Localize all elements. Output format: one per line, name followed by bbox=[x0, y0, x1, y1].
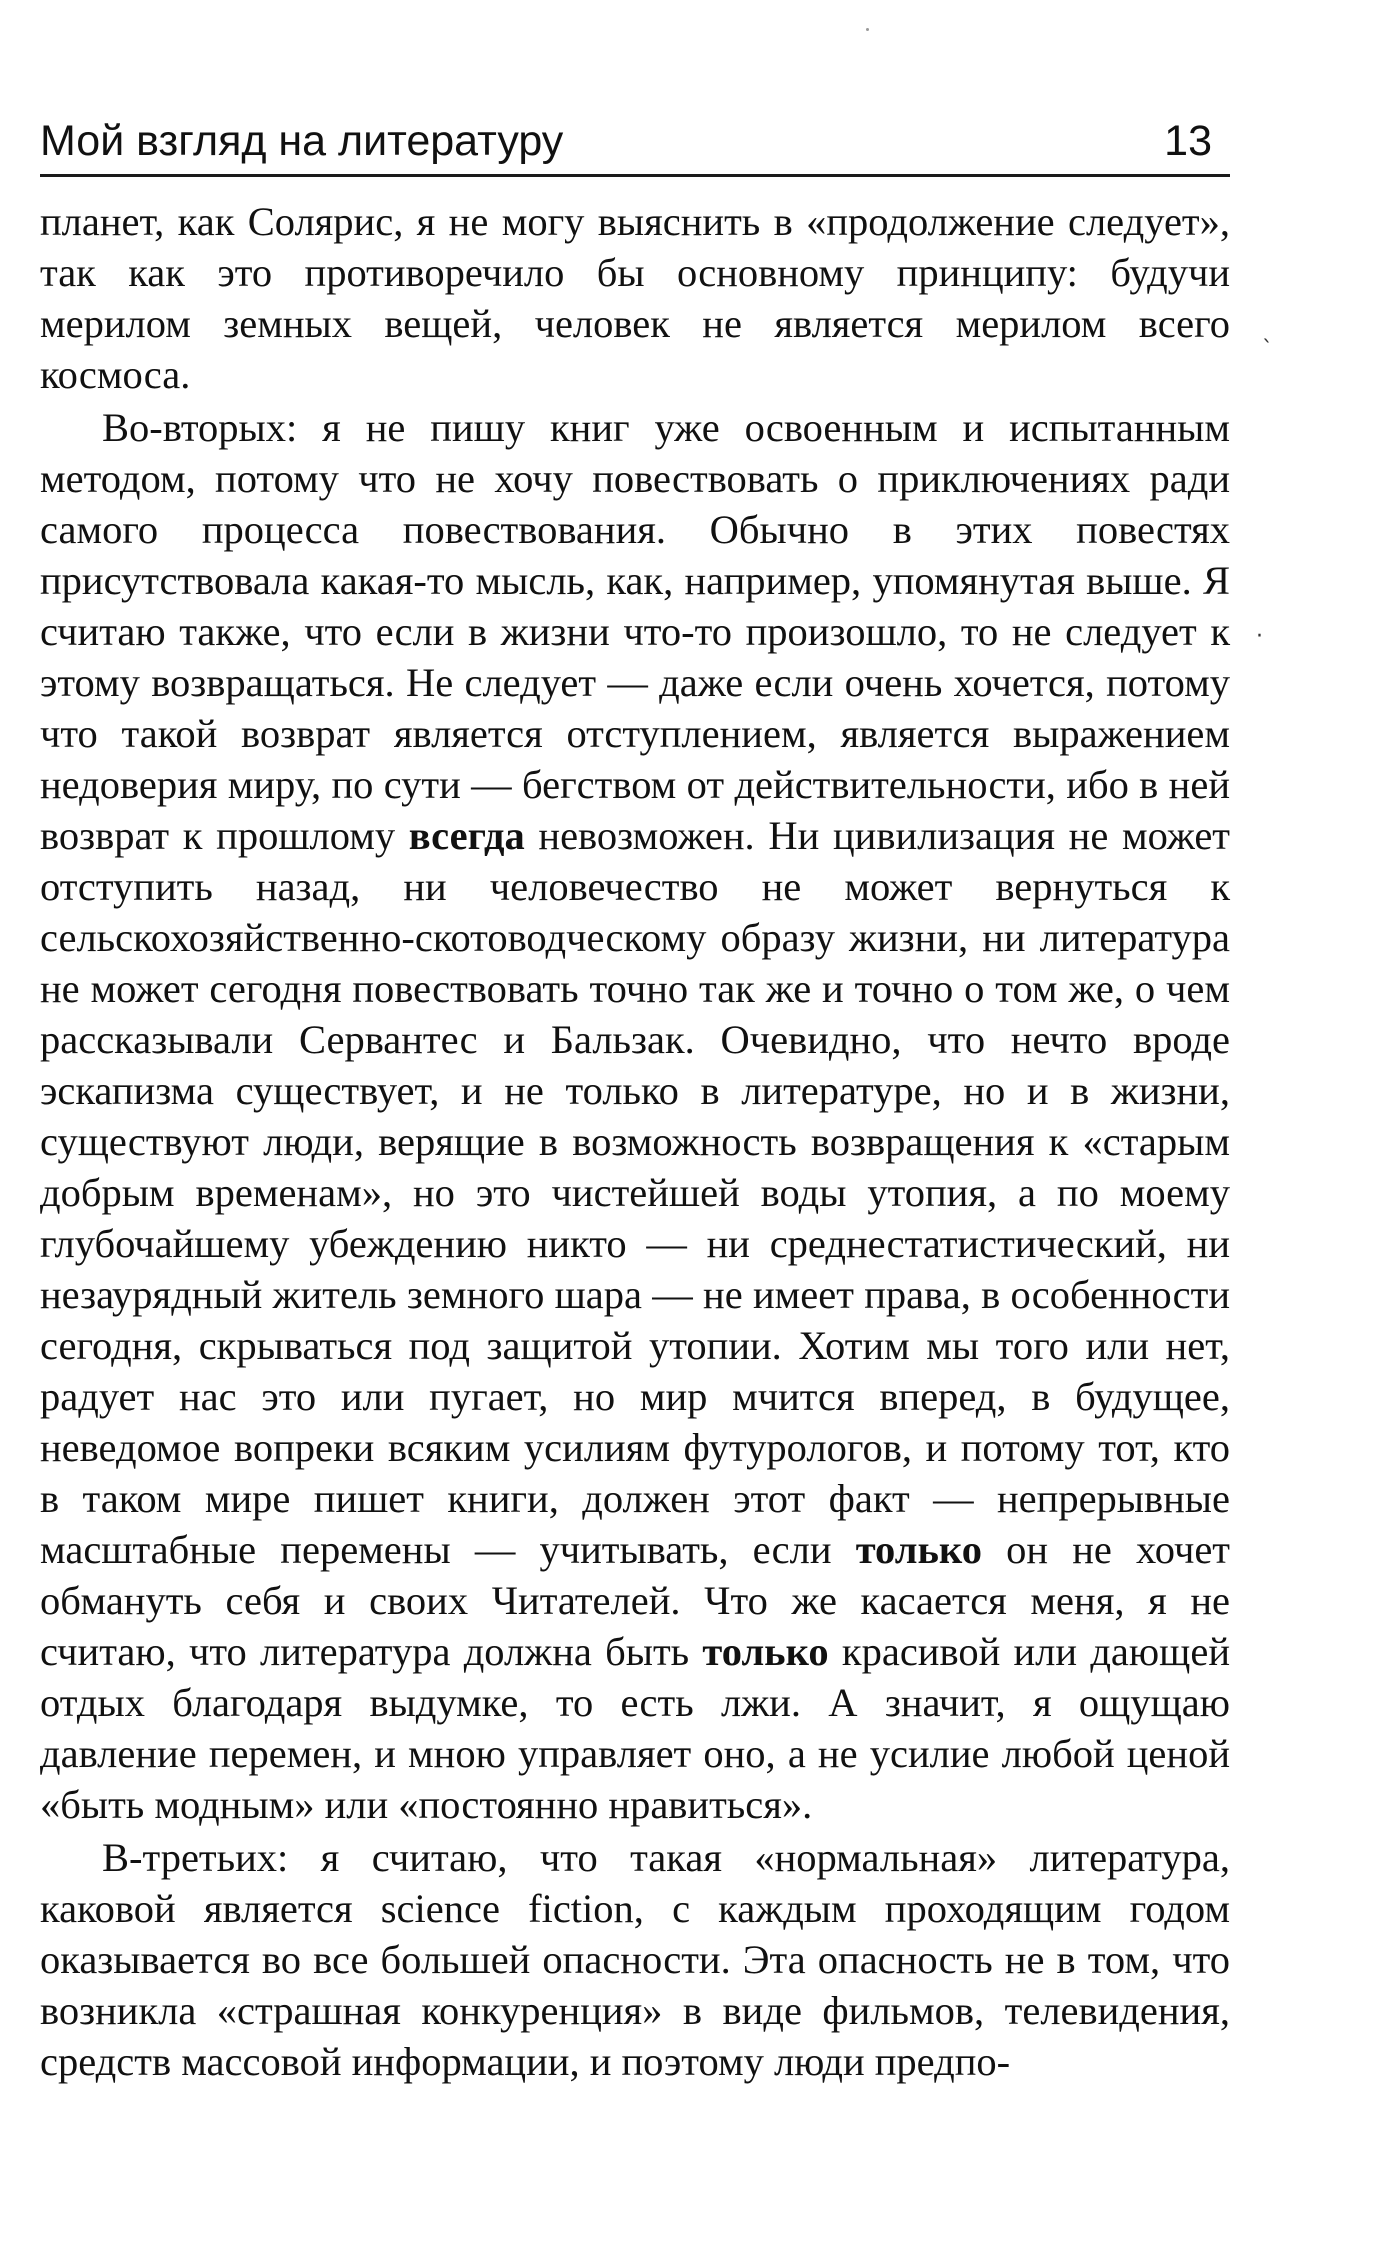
page-number: 13 bbox=[1164, 117, 1212, 165]
text-body bbox=[40, 196, 1230, 2089]
book-page bbox=[40, 0, 1230, 2253]
paragraph-thirdly bbox=[40, 1832, 1230, 2087]
margin-tick-mark: ˎ bbox=[1262, 318, 1273, 343]
paragraph-text: планет, как Солярис, я не могу выяснить в «продолжение следует», так как это противоречило бы основному принципу: будучи мерилом земных вещей, человек не является мерилом всего космоса. bbox=[40, 199, 1230, 397]
running-header-title: Мой взгляд на литературу bbox=[40, 117, 564, 165]
paragraph-secondly bbox=[40, 402, 1230, 1830]
paragraph-continuation bbox=[40, 196, 1230, 400]
paragraph-text: красивой или дающей отдых благодаря выдумке, то есть лжи. А значит, я ощущаю давление перемен, и мною управляет оно, а не усилие любой ценой «быть модным» или «постоянно нравиться». bbox=[40, 1629, 1230, 1827]
emphasis-only: только bbox=[702, 1629, 829, 1674]
emphasis-only: только bbox=[855, 1527, 982, 1572]
paragraph-text: В-третьих: я считаю, что такая «нормальная» литература, каковой является science fiction, с каждым проходящим годом оказывается во все большей опасности. Эта опасность не в том, что возникла «страшная конкуренция» в виде фильмов, телевидения, средств массовой информации, и поэтому люди предпо- bbox=[40, 1835, 1230, 2084]
running-header bbox=[40, 112, 1230, 177]
margin-dot-mark: · bbox=[1256, 624, 1263, 649]
paragraph-text: Во-вторых: я не пишу книг уже освоенным и испытанным методом, потому что не хочу повествовать о приключениях ради самого процесса повествования. Обычно в этих повестях присутствовала какая-то мысль, как, например, упомянутая выше. Я считаю также, что если в жизни что-то произошло, то не следует к этому возвращаться. Не следует — даже если очень хочется, потому что такой возврат является отступлением, является выражением недоверия миру, по сути — бегством от действительности, ибо в ней возврат к прошлому bbox=[40, 405, 1230, 858]
paragraph-text: невозможен. Ни цивилизация не может отступить назад, ни человечество не может вернуться к сельскохозяйственно-скотоводческому образу жизни, ни литература не может сегодня повествовать точно так же и точно о том же, о чем рассказывали Сервантес и Бальзак. Очевидно, что нечто вроде эскапизма существует, и не только в литературе, но и в жизни, существуют люди, верящие в возможность возвращения к «старым добрым временам», но это чистейшей воды утопия, а по моему глубочайшему убеждению никто — ни среднестатистический, ни незаурядный житель земного шара — не имеет права, в особенности сегодня, скрываться под защитой утопии. Хотим мы того или нет, радует нас это или пугает, но мир мчится вперед, в будущее, неведомое вопреки всяким усилиям футурологов, и потому тот, кто в таком мире пишет книги, должен этот факт — непрерывные масштабные перемены — учитывать, если bbox=[40, 813, 1230, 1572]
emphasis-always: всегда bbox=[408, 813, 525, 858]
paragraph-text: он не хочет обмануть себя и своих Читателей. Что же касается меня, я не считаю, что литература должна быть bbox=[40, 1527, 1230, 1674]
